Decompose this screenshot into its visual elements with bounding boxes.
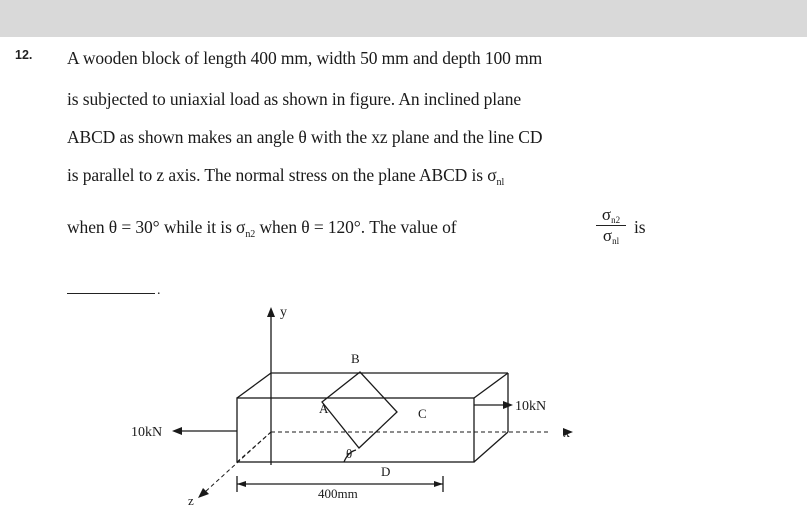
- question-line-1: A wooden block of length 400 mm, width 50 mm and depth 100 mm: [67, 48, 543, 68]
- line4-subscript: nl: [496, 177, 505, 188]
- dimension-arrow-left: [237, 481, 246, 487]
- line5-text-a: when θ = 30° while it is σ: [67, 217, 246, 237]
- point-b-label: B: [351, 351, 360, 366]
- load-label-left: 10kN: [131, 425, 163, 440]
- load-label-right: 10kN: [515, 399, 547, 414]
- fraction-denominator: σnl: [602, 226, 620, 246]
- length-label: 400mm: [318, 486, 358, 501]
- question-number: 12.: [15, 48, 33, 62]
- load-arrowhead-left: [172, 427, 182, 435]
- line4-text: is parallel to z axis. The normal stress on the plane ABCD is σ: [67, 165, 497, 185]
- fraction-numerator: σn2: [601, 205, 621, 225]
- block-top-right-edge: [474, 373, 508, 398]
- block-front-face: [237, 398, 474, 462]
- dimension-arrow-right: [434, 481, 443, 487]
- angle-label: θ: [346, 446, 353, 461]
- line5-text-is: is: [634, 217, 646, 237]
- line5-subscript: n2: [245, 229, 256, 240]
- question-line-2: is subjected to uniaxial load as shown in figure. An inclined plane: [67, 89, 522, 109]
- plane-abcd: [322, 372, 397, 448]
- point-c-label: C: [418, 406, 427, 421]
- z-axis-label: z: [188, 493, 194, 508]
- y-axis-label: y: [280, 305, 287, 320]
- block-top-left-edge: [237, 373, 271, 398]
- y-axis-arrowhead: [267, 307, 275, 317]
- x-axis-label: x: [563, 426, 570, 441]
- answer-blank-period: .: [157, 283, 161, 298]
- point-a-label: A: [319, 401, 329, 416]
- block-bottom-right-edge: [474, 432, 508, 462]
- question-line-3: ABCD as shown makes an angle θ with the xz plane and the line CD: [67, 127, 543, 147]
- line5-text-b: when θ = 120°. The value of: [255, 217, 457, 237]
- point-d-label: D: [381, 464, 391, 479]
